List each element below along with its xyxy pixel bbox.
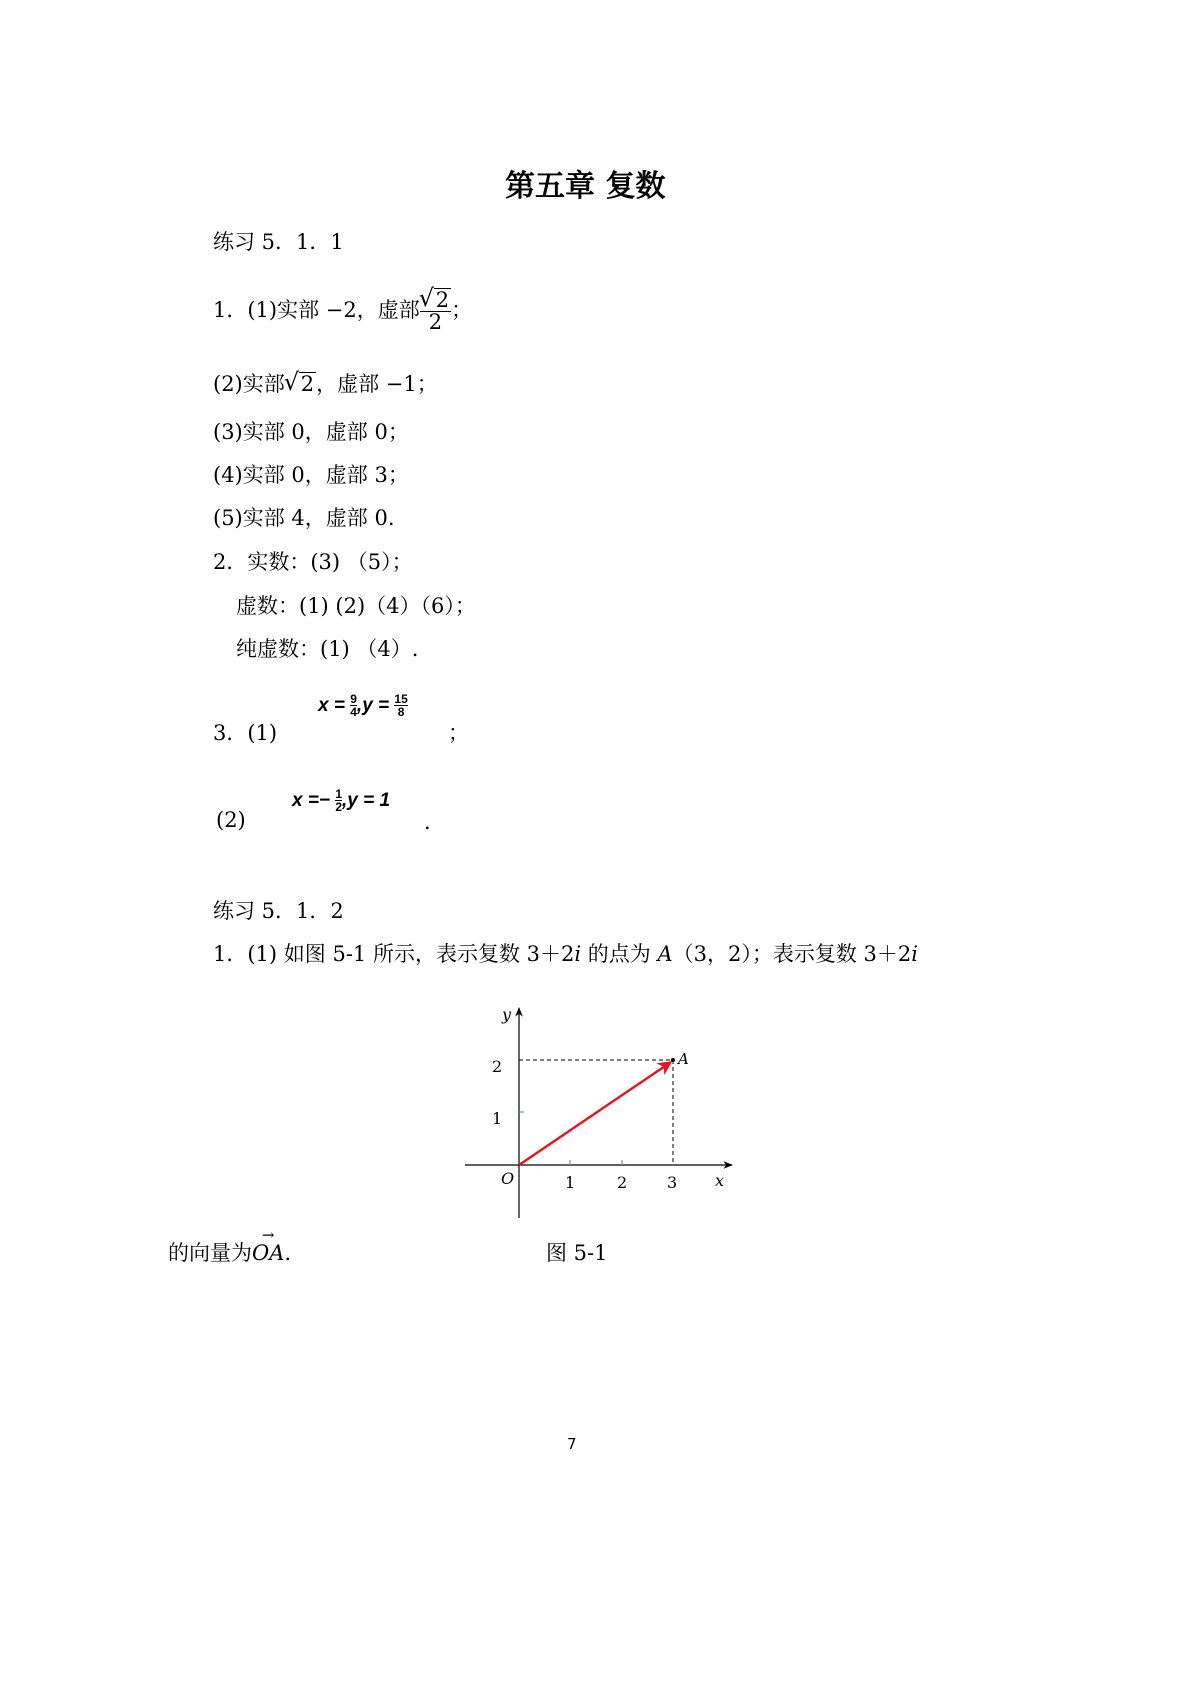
origin-label: O xyxy=(501,1169,515,1188)
vector-oa-arrow xyxy=(519,1062,671,1165)
exercise-heading-5-1-2: 练习 5．1．2 xyxy=(213,899,344,923)
q1-part3: (3)实部 0，虚部 0； xyxy=(213,420,409,444)
x-tick-label-1: 1 xyxy=(565,1173,576,1192)
point-a xyxy=(671,1058,675,1062)
q3-part1-equation: x = $\frac{9}{4}$ ,y = $\frac{15}{8}$ xyxy=(318,692,408,719)
ex2-q1-line: 1．(1) 如图 5-1 所示，表示复数 3＋2i 的点为 A（3，2）；表示复数 3＋2i xyxy=(213,942,918,966)
x-axis-label: x xyxy=(715,1171,725,1190)
y-axis-label: y xyxy=(502,1005,512,1024)
q1-part1: 1．(1)实部 −2，虚部 √ $\frac{2}{2}$ ； xyxy=(213,288,472,333)
sqrt2-over-2: √ $\frac{2}{2}$ xyxy=(420,288,451,333)
q1-part2: (2)实部√ 2，虚部 −1； xyxy=(213,372,438,395)
q3-part2-label: (2) xyxy=(216,808,246,832)
chapter-title: 第五章 复数 xyxy=(505,169,666,204)
q2-imaginary: 虚数：(1) (2)（4）（6）； xyxy=(236,594,476,618)
q3-part1-label: 3．(1) xyxy=(213,721,278,745)
q3-part2-end: . xyxy=(424,810,431,834)
figure-5-1-complex-plane xyxy=(460,998,760,1238)
q1-part4: (4)实部 0，虚部 3； xyxy=(213,463,409,487)
y-tick-label-2: 2 xyxy=(492,1057,503,1076)
q1-part5: (5)实部 4，虚部 0. xyxy=(213,506,395,530)
q3-part1-end: ； xyxy=(448,721,469,745)
point-a-label: A xyxy=(678,1050,689,1068)
x-tick-label-2: 2 xyxy=(617,1173,628,1192)
page-number: 7 xyxy=(567,1435,577,1453)
q2-pure-imaginary: 纯虚数：(1) （4）. xyxy=(236,637,419,661)
vector-oa: → OA xyxy=(252,1243,284,1264)
sqrt2: √ 2 xyxy=(299,372,316,395)
q1-part1-text: 1．(1)实部 −2，虚部 xyxy=(213,298,420,322)
x-tick-label-3: 3 xyxy=(667,1173,678,1192)
q3-part2-equation: x =− $\frac{1}{2}$ ,y = 1 xyxy=(292,787,391,814)
y-tick-label-1: 1 xyxy=(492,1109,503,1128)
vector-line: 的向量为→ OA. xyxy=(168,1243,291,1264)
figure-caption: 图 5-1 xyxy=(546,1241,608,1265)
exercise-heading-5-1-1: 练习 5．1．1 xyxy=(213,230,344,254)
q2-real: 2．实数：(3) （5）； xyxy=(213,550,413,574)
